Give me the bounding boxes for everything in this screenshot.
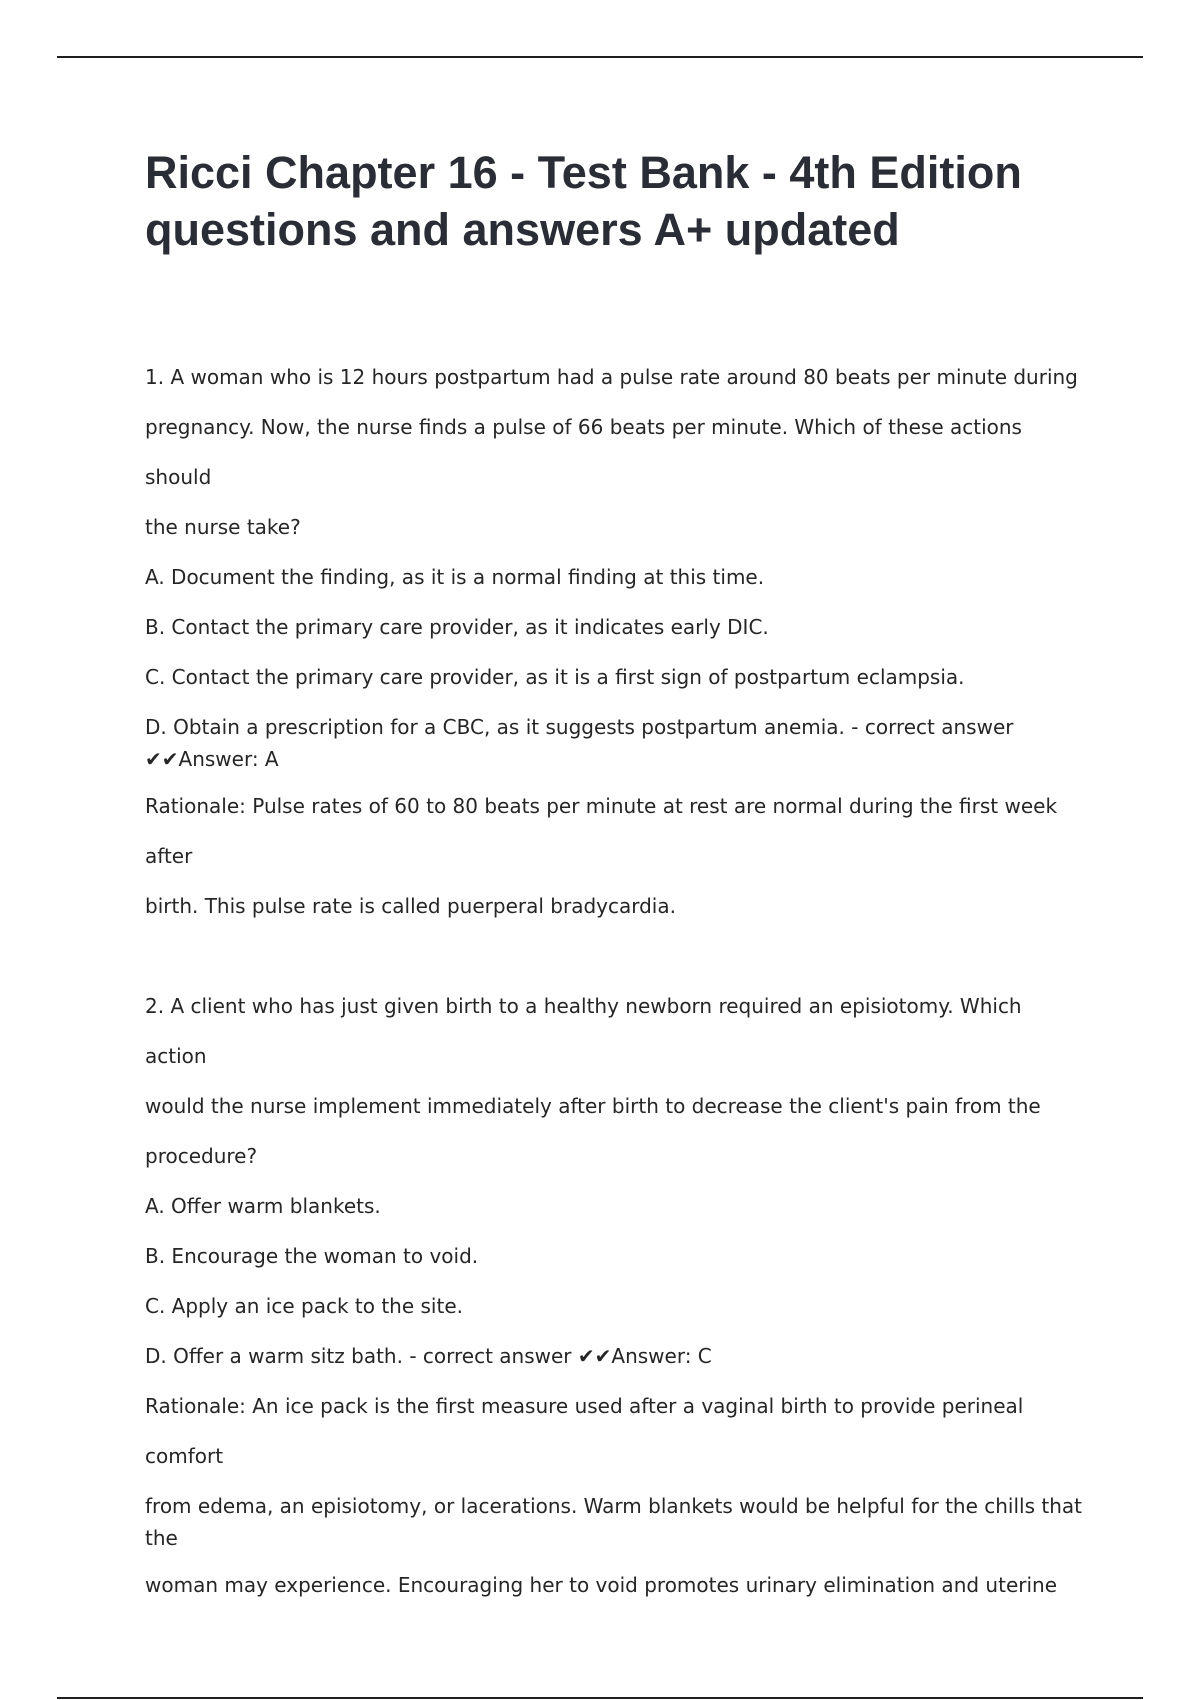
answer-option-a: A. Document the finding, as it is a normal finding at this time. (145, 565, 765, 589)
question-stem-line: pregnancy. Now, the nurse finds a pulse of 66 beats per minute. Which of these actions should (145, 415, 1022, 489)
answer-option-a: A. Offer warm blankets. (145, 1194, 381, 1218)
answer-option-d: D. Offer a warm sitz bath. - correct answer ✔✔Answer: C (145, 1344, 712, 1368)
question-stem-line: 1. A woman who is 12 hours postpartum had a pulse rate around 80 beats per minute during (145, 365, 1078, 389)
answer-option-c: C. Contact the primary care provider, as it is a first sign of postpartum eclampsia. (145, 665, 965, 689)
answer-option-d: D. Obtain a prescription for a CBC, as it suggests postpartum anemia. - correct answer (145, 715, 1014, 739)
answer-option-c: C. Apply an ice pack to the site. (145, 1294, 463, 1318)
question-stem-line: procedure? (145, 1144, 258, 1168)
bottom-rule (57, 1697, 1143, 1699)
top-rule (57, 56, 1143, 58)
question-stem-line: 2. A client who has just given birth to a healthy newborn required an episiotomy. Which action (145, 994, 1022, 1068)
document-title: Ricci Chapter 16 - Test Bank - 4th Edition questions and answers A+ updated (145, 147, 1022, 255)
correct-answer: ✔✔Answer: A (145, 747, 279, 771)
question-stem-line: would the nurse implement immediately after birth to decrease the client's pain from the (145, 1094, 1041, 1118)
answer-option-b: B. Encourage the woman to void. (145, 1244, 479, 1268)
rationale-line: from edema, an episiotomy, or lacerations. Warm blankets would be helpful for the chills that (145, 1494, 1082, 1518)
rationale-line: Rationale: An ice pack is the first measure used after a vaginal birth to provide perineal comfort (145, 1394, 1024, 1468)
rationale-line: the (145, 1526, 178, 1550)
question-spacer (145, 931, 1085, 981)
question-stem-line: the nurse take? (145, 515, 301, 539)
rationale-line: woman may experience. Encouraging her to void promotes urinary elimination and uterine (145, 1573, 1058, 1597)
rationale-line: birth. This pulse rate is called puerperal bradycardia. (145, 894, 676, 918)
question-1 (145, 352, 1085, 931)
document-body (145, 352, 1085, 1610)
answer-option-b: B. Contact the primary care provider, as it indicates early DIC. (145, 615, 769, 639)
rationale-line: Rationale: Pulse rates of 60 to 80 beats per minute at rest are normal during the first week after (145, 794, 1058, 868)
question-2 (145, 981, 1085, 1610)
